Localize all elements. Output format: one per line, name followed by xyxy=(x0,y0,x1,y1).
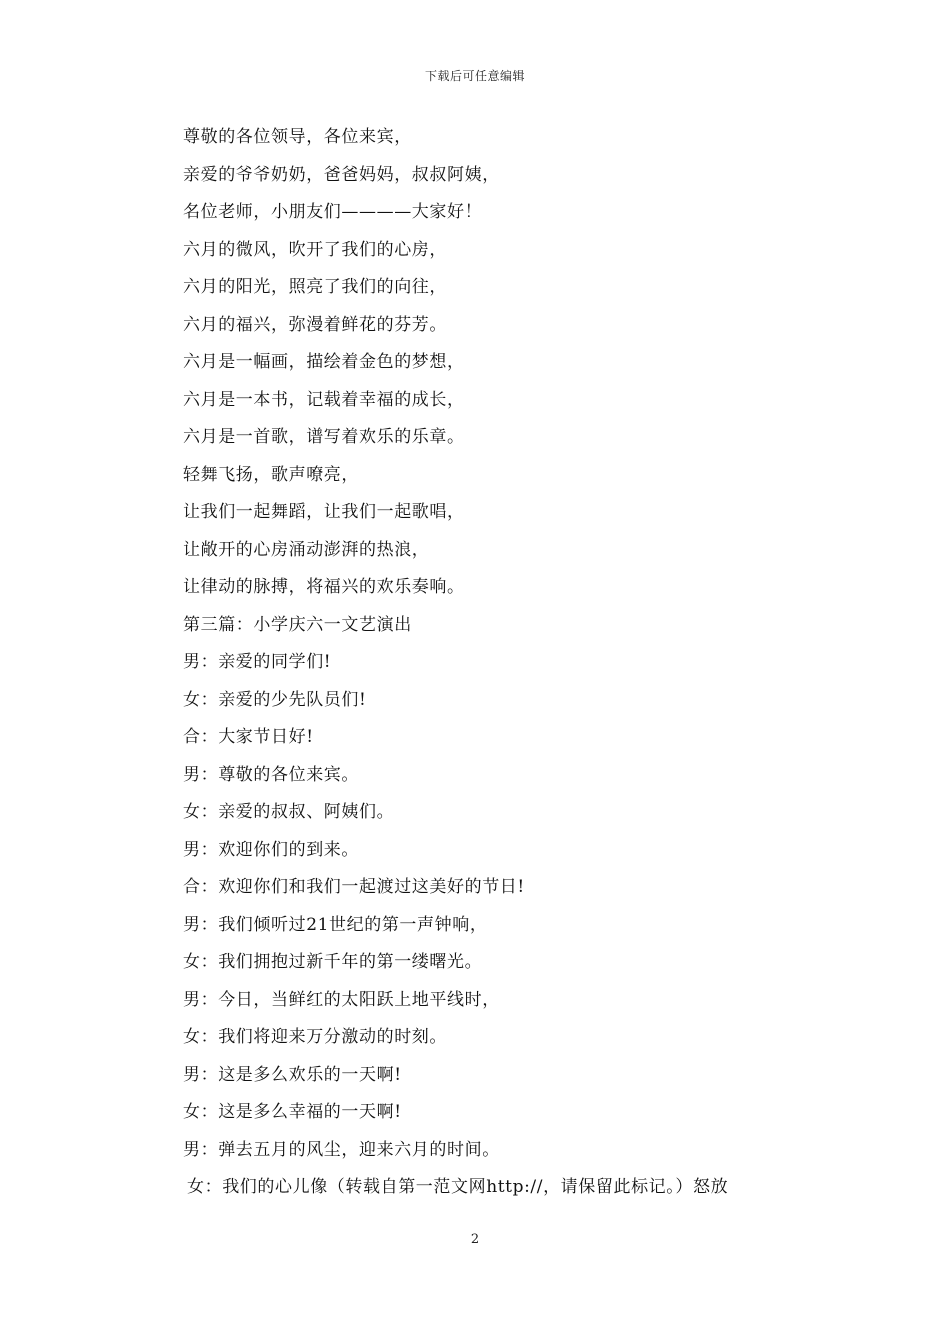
text-line: 让律动的脉搏，将福兴的欢乐奏响。 xyxy=(183,577,465,597)
page-header: 下载后可任意编辑 xyxy=(424,69,525,83)
dialogue-line: 男：今日，当鲜红的太阳跃上地平线时， xyxy=(183,989,500,1010)
dialogue-line: 女：亲爱的少先队员们! xyxy=(183,689,367,710)
text-line: 六月是一首歌，谱写着欢乐的乐章。 xyxy=(183,427,465,447)
text-line: 亲爱的爷爷奶奶，爸爸妈妈，叔叔阿姨， xyxy=(183,164,500,185)
section-heading: 第三篇：小学庆六一文艺演出 xyxy=(183,614,412,635)
dialogue-line: 女：我们的心儿像（转载自第一范文网http://，请保留此标记。）怒放 xyxy=(187,1177,729,1197)
text-line: 六月的阳光，照亮了我们的向往， xyxy=(183,277,447,297)
text-line: 让我们一起舞蹈，让我们一起歌唱， xyxy=(183,502,465,522)
text-line: 六月的福兴，弥漫着鲜花的芬芳。 xyxy=(183,314,447,335)
dialogue-line: 合：大家节日好! xyxy=(183,727,314,747)
dialogue-line: 男：尊敬的各位来宾。 xyxy=(183,764,359,785)
text-line: 尊敬的各位领导，各位来宾， xyxy=(183,127,412,147)
dialogue-line: 女：这是多么幸福的一天啊! xyxy=(183,1102,402,1122)
dialogue-line: 男：弹去五月的风尘，迎来六月的时间。 xyxy=(183,1139,500,1160)
document-body xyxy=(183,124,823,1212)
dialogue-line: 男：我们倾听过21世纪的第一声钟响， xyxy=(183,914,488,935)
dialogue-line: 女：亲爱的叔叔、阿姨们。 xyxy=(183,802,395,822)
page-number: 2 xyxy=(470,1232,480,1247)
dialogue-line: 女：我们拥抱过新千年的第一缕曙光。 xyxy=(183,952,483,972)
dialogue-line: 合：欢迎你们和我们一起渡过这美好的节日! xyxy=(183,877,525,897)
dialogue-line: 女：我们将迎来万分激动的时刻。 xyxy=(183,1027,447,1047)
text-line: 六月是一幅画，描绘着金色的梦想， xyxy=(183,352,465,372)
text-line: 六月的微风，吹开了我们的心房， xyxy=(183,239,447,260)
text-line: 名位老师，小朋友们————大家好！ xyxy=(183,202,483,222)
text-line: 轻舞飞扬，歌声嘹亮， xyxy=(183,464,359,485)
text-line: 六月是一本书，记载着幸福的成长， xyxy=(183,389,465,410)
dialogue-line: 男：这是多么欢乐的一天啊! xyxy=(183,1064,402,1085)
dialogue-line: 男：欢迎你们的到来。 xyxy=(183,839,359,860)
dialogue-line: 男：亲爱的同学们! xyxy=(183,652,332,672)
text-line: 让敞开的心房涌动澎湃的热浪， xyxy=(183,539,430,560)
